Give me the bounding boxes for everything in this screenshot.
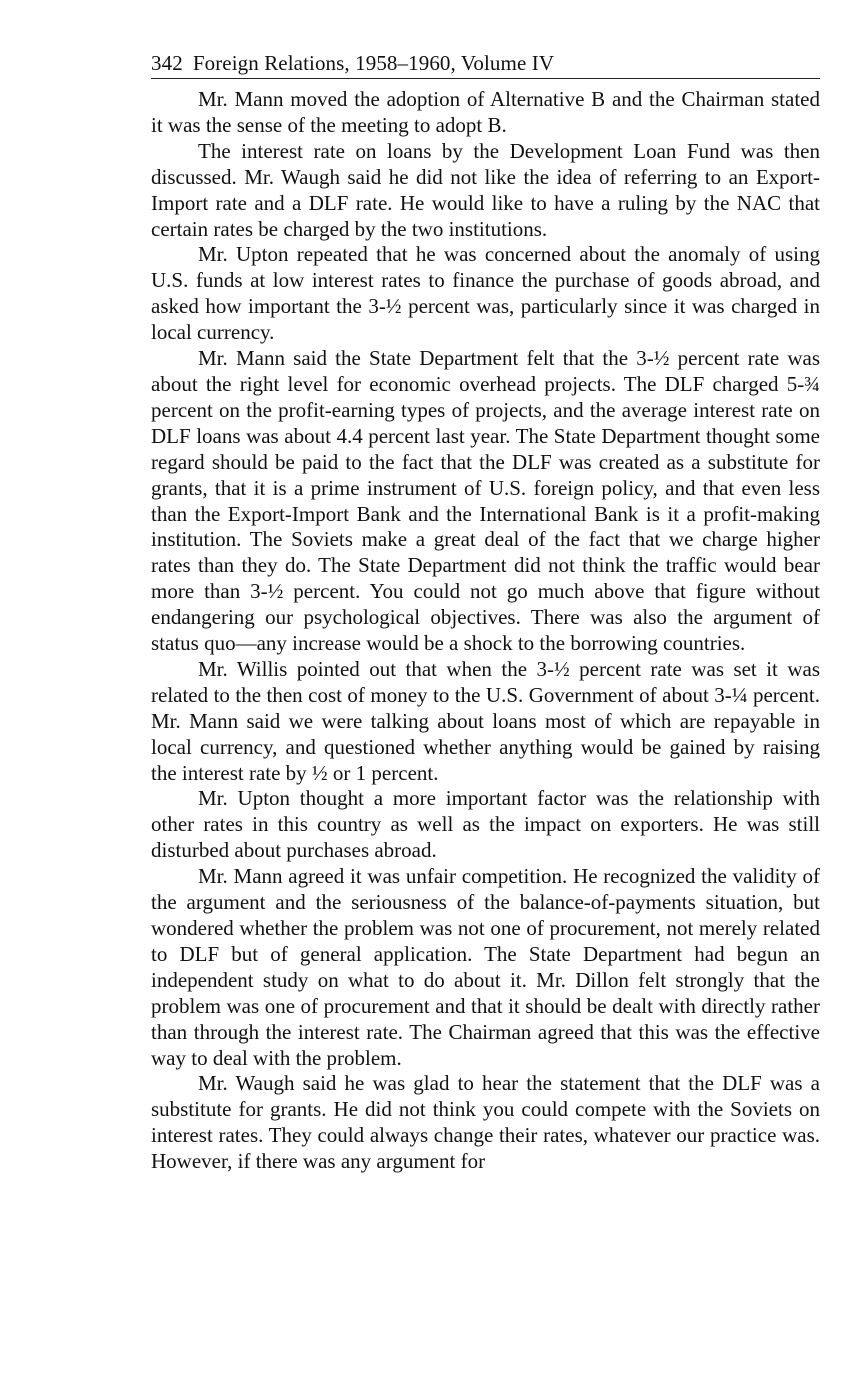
body-text [151, 87, 820, 1175]
paragraph: Mr. Upton repeated that he was concerned about the anomaly of using U.S. funds at low interest rates to finance the purchase of goods abroad, and asked how important the 3-½ percent was, particularly since it was charged in local currency. [151, 242, 820, 345]
paragraph: Mr. Waugh said he was glad to hear the statement that the DLF was a substitute for grants. He did not think you could compete with the Soviets on interest rates. They could always change their rates, whatever our practice was. However, if there was any argument for [151, 1071, 820, 1174]
paragraph: Mr. Mann agreed it was unfair competition. He recognized the validity of the argument and the seriousness of the balance-of-payments situation, but wondered whether the problem was not one of procurement, not merely related to DLF but of general application. The State Department had begun an independent study on what to do about it. Mr. Dillon felt strongly that the problem was one of procurement and that it should be dealt with directly rather than through the interest rate. The Chairman agreed that this was the effective way to deal with the problem. [151, 864, 820, 1070]
paragraph: Mr. Willis pointed out that when the 3-½ percent rate was set it was related to the then cost of money to the U.S. Government of about 3-¼ percent. Mr. Mann said we were talking about loans most of which are repayable in local currency, and questioned whether anything would be gained by raising the interest rate by ½ or 1 percent. [151, 656, 820, 785]
volume-title: Foreign Relations, 1958–1960, Volume IV [192, 51, 555, 75]
paragraph: Mr. Upton thought a more important factor was the relationship with other rates in this country as well as the impact on exporters. He was still disturbed about purchases abroad. [151, 786, 820, 863]
paragraph: Mr. Mann moved the adoption of Alternative B and the Chairman stated it was the sense of the meeting to adopt B. [151, 87, 820, 137]
document-page [151, 50, 820, 1175]
page-number: 342 [151, 51, 183, 75]
paragraph: The interest rate on loans by the Development Loan Fund was then discussed. Mr. Waugh said he did not like the idea of referring to an Export-Import rate and a DLF rate. He would like to have a ruling by the NAC that certain rates be charged by the two institutions. [151, 138, 820, 241]
running-header [151, 50, 820, 79]
paragraph: Mr. Mann said the State Department felt that the 3-½ percent rate was about the right level for economic overhead projects. The DLF charged 5-¾ percent on the profit-earning types of projects, and the average interest rate on DLF loans was about 4.4 percent last year. The State Department thought some regard should be paid to the fact that the DLF was created as a substitute for grants, that it is a prime instrument of U.S. foreign policy, and that even less than the Export-Import Bank and the International Bank is it a profit-making institution. The Soviets make a great deal of the fact that we charge higher rates than they do. The State Department did not think the traffic would bear more than 3-½ percent. You could not go much above that figure without endangering our psychological objectives. There was also the argument of status quo—any increase would be a shock to the borrowing countries. [151, 346, 820, 656]
